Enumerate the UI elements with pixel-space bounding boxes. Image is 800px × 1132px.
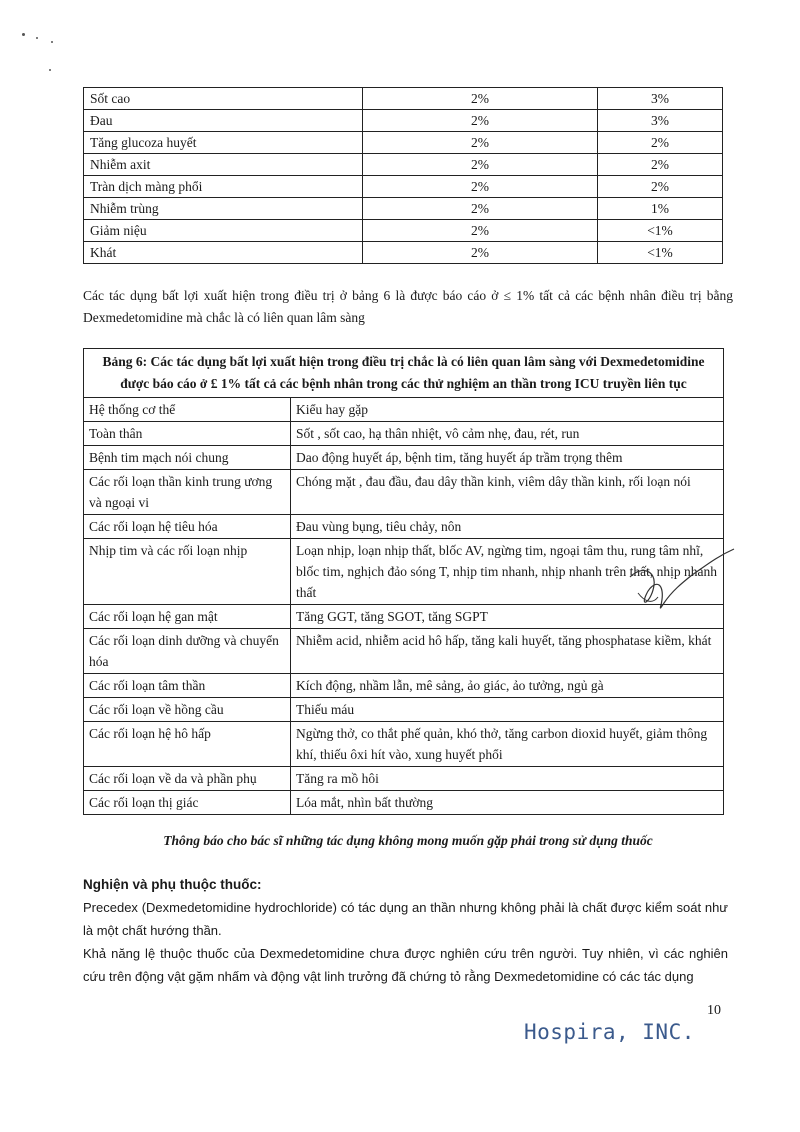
scan-speck (49, 69, 51, 71)
page-number: 10 (707, 1003, 721, 1018)
event-name: Khát (84, 242, 363, 264)
table-row (84, 110, 723, 132)
reaction-types: Tăng GGT, tăng SGOT, tăng SGPT (291, 605, 724, 629)
comparator-percent: 3% (598, 88, 723, 110)
reaction-types: Thiếu máu (291, 698, 724, 722)
company-stamp: Hospira, INC. (524, 1020, 695, 1044)
event-name: Tràn dịch màng phổi (84, 176, 363, 198)
table-6-caption: Bảng 6: Các tác dụng bất lợi xuất hiện trong điều trị chắc là có liên quan lâm sàng với Dexmedetomidine được báo cáo ở £ 1% tất cả các bệnh nhân trong các thử nghiệm an thần trong ICU truyền liên tục (84, 349, 724, 398)
scan-speck (36, 37, 38, 39)
reaction-types: Loạn nhịp, loạn nhịp thất, blốc AV, ngừng tim, ngoại tâm thu, rung tâm nhĩ, blốc tim, nghịch đảo sóng T, nhịp tim nhanh, nhịp nhanh trên thất, nhịp nhanh thất (291, 539, 724, 605)
adverse-events-percent-table (83, 87, 723, 264)
table-row (84, 154, 723, 176)
header-body-system: Hệ thống cơ thể (84, 398, 291, 422)
header-common-types: Kiểu hay gặp (291, 398, 724, 422)
reaction-types: Kích động, nhầm lẫn, mê sảng, ảo giác, ảo tưởng, ngủ gà (291, 674, 724, 698)
body-system: Toàn thân (84, 422, 291, 446)
reaction-types: Tăng ra mồ hôi (291, 767, 724, 791)
table-row (84, 674, 724, 698)
reaction-types: Lóa mắt, nhìn bất thường (291, 791, 724, 815)
event-name: Đau (84, 110, 363, 132)
body-system: Các rối loạn thị giác (84, 791, 291, 815)
table-row (84, 198, 723, 220)
dependence-paragraph-2: Khả năng lệ thuộc thuốc của Dexmedetomidine chưa được nghiên cứu trên người. Tuy nhiên, vì các nghiên cứu trên động vật gặm nhấm và động vật linh trưởng đã chứng tỏ rằng Dexmedetomidine có các tác dụng (83, 946, 728, 984)
notice-line: Thông báo cho bác sĩ những tác dụng không mong muốn gặp phải trong sử dụng thuốc (163, 833, 653, 848)
body-system: Các rối loạn về da và phần phụ (84, 767, 291, 791)
table-row (84, 515, 724, 539)
table-row (84, 629, 724, 674)
table-6-header-row (84, 398, 724, 422)
comparator-percent: 3% (598, 110, 723, 132)
table-row (84, 698, 724, 722)
table-row (84, 220, 723, 242)
reaction-types: Sốt , sốt cao, hạ thân nhiệt, vô cảm nhẹ, đau, rét, run (291, 422, 724, 446)
dexmed-percent: 2% (363, 176, 598, 198)
reaction-types: Dao động huyết áp, bệnh tim, tăng huyết áp trầm trọng thêm (291, 446, 724, 470)
dexmed-percent: 2% (363, 154, 598, 176)
body-system: Các rối loạn dinh dưỡng và chuyển hóa (84, 629, 291, 674)
comparator-percent: 2% (598, 154, 723, 176)
section-heading-dependence: Nghiện và phụ thuộc thuốc: (83, 877, 262, 892)
table-row (84, 446, 724, 470)
event-name: Sốt cao (84, 88, 363, 110)
body-system: Các rối loạn hệ hô hấp (84, 722, 291, 767)
dexmed-percent: 2% (363, 220, 598, 242)
comparator-percent: 2% (598, 176, 723, 198)
table-row (84, 470, 724, 515)
table-6-caption-row (84, 349, 724, 398)
table-row (84, 722, 724, 767)
table-row (84, 176, 723, 198)
table-row (84, 422, 724, 446)
event-name: Nhiễm trùng (84, 198, 363, 220)
body-system: Các rối loạn tâm thần (84, 674, 291, 698)
scan-speck (22, 33, 25, 36)
reaction-types: Chóng mặt , đau đầu, đau dây thần kinh, viêm dây thần kinh, rối loạn nói (291, 470, 724, 515)
dexmed-percent: 2% (363, 88, 598, 110)
dependence-paragraph-1: Precedex (Dexmedetomidine hydrochloride) có tác dụng an thần nhưng không phải là chất được kiểm soát như là một chất hướng thần. (83, 900, 728, 938)
event-name: Giảm niệu (84, 220, 363, 242)
event-name: Tăng glucoza huyết (84, 132, 363, 154)
comparator-percent: <1% (598, 220, 723, 242)
body-system: Bệnh tim mạch nói chung (84, 446, 291, 470)
body-system: Các rối loạn về hồng cầu (84, 698, 291, 722)
dexmed-percent: 2% (363, 242, 598, 264)
comparator-percent: 1% (598, 198, 723, 220)
body-system: Các rối loạn thần kinh trung ương và ngoại vi (84, 470, 291, 515)
table-row (84, 88, 723, 110)
table-row (84, 791, 724, 815)
reaction-types: Nhiễm acid, nhiễm acid hô hấp, tăng kali huyết, tăng phosphatase kiềm, khát (291, 629, 724, 674)
dexmed-percent: 2% (363, 198, 598, 220)
comparator-percent: 2% (598, 132, 723, 154)
handwritten-mark (612, 545, 742, 620)
dexmed-percent: 2% (363, 132, 598, 154)
body-system: Các rối loạn hệ gan mật (84, 605, 291, 629)
dexmed-percent: 2% (363, 110, 598, 132)
table-row (84, 242, 723, 264)
table-row (84, 132, 723, 154)
event-name: Nhiễm axit (84, 154, 363, 176)
body-system: Các rối loạn hệ tiêu hóa (84, 515, 291, 539)
body-system: Nhịp tim và các rối loạn nhịp (84, 539, 291, 605)
scan-speck (51, 41, 53, 43)
reaction-types: Đau vùng bụng, tiêu chảy, nôn (291, 515, 724, 539)
table-row (84, 767, 724, 791)
intro-paragraph: Các tác dụng bất lợi xuất hiện trong điều trị ở bảng 6 là được báo cáo ở ≤ 1% tất cả các bệnh nhân điều trị bằng Dexmedetomidine mà chắc là có liên quan lâm sàng (83, 288, 733, 325)
comparator-percent: <1% (598, 242, 723, 264)
reaction-types: Ngừng thở, co thắt phế quản, khó thở, tăng carbon dioxid huyết, giảm thông khí, thiếu ôxi hít vào, xung huyết phổi (291, 722, 724, 767)
